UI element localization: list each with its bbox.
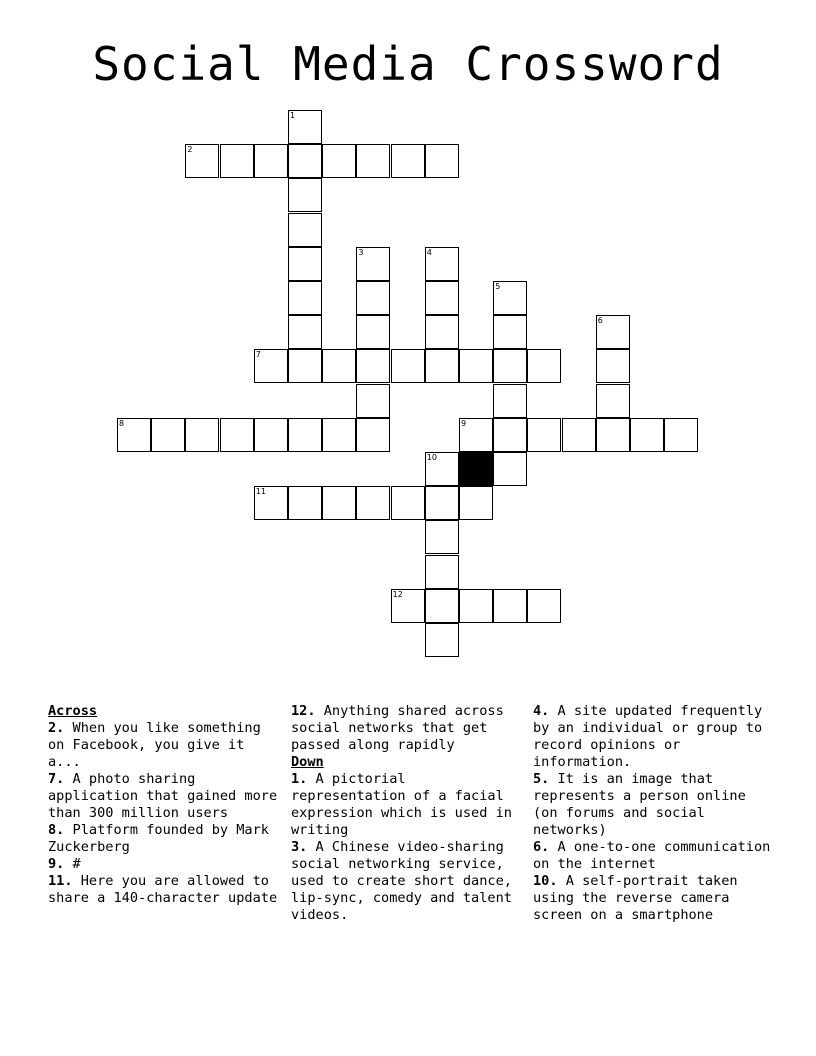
clue-text: Anything shared across social networks that get passed along rapidly [291,703,504,753]
grid-cell[interactable] [425,589,459,623]
grid-cell[interactable] [425,144,459,178]
grid-cell[interactable] [459,349,493,383]
grid-cell[interactable] [493,384,527,418]
grid-cell[interactable] [459,589,493,623]
clue-number-label: 11. [48,873,73,889]
grid-cell[interactable] [391,144,425,178]
grid-cell[interactable] [356,486,390,520]
grid-cell[interactable] [425,520,459,554]
across-clue-list [48,720,280,907]
grid-cell[interactable] [425,349,459,383]
clue-number: 10 [426,453,437,462]
clue-text: # [64,856,81,872]
grid-cell[interactable] [425,486,459,520]
grid-cell[interactable] [288,418,322,452]
grid-cell[interactable] [322,349,356,383]
grid-cell[interactable] [322,418,356,452]
clue-number-label: 8. [48,822,65,838]
clue-item [48,822,280,856]
clue-number-label: 12. [291,703,316,719]
grid-cell[interactable] [493,452,527,486]
clue-number-label: 9. [48,856,65,872]
grid-cell[interactable] [254,349,288,383]
grid-cell[interactable] [596,384,630,418]
clue-number: 12 [392,589,403,599]
grid-cell[interactable] [356,418,390,452]
grid-cell[interactable] [220,144,254,178]
clue-item [533,839,773,873]
grid-cell[interactable] [630,418,664,452]
clue-number-label: 10. [533,873,558,889]
grid-cell[interactable] [356,281,390,315]
grid-cell[interactable] [562,418,596,452]
clue-number-label: 2. [48,720,65,736]
grid-cell[interactable] [425,452,459,486]
grid-cell[interactable] [322,486,356,520]
grid-cell[interactable] [220,418,254,452]
grid-cell[interactable] [459,486,493,520]
grid-cell[interactable] [288,144,322,178]
across-clue-list-continued [291,703,523,754]
grid-cell[interactable] [356,349,390,383]
clue-text: A one-to-one communication on the internet [533,839,771,872]
clue-item [533,771,773,839]
clue-number: 8 [119,418,125,428]
clue-number-label: 1. [291,771,308,787]
grid-cell[interactable] [288,486,322,520]
grid-cell[interactable] [596,418,630,452]
down-heading: Down [291,754,324,770]
grid-cell[interactable] [596,349,630,383]
clue-number: 5 [495,282,501,291]
clue-text: A self-portrait taken using the reverse camera screen on a smartphone [533,873,738,923]
clue-item [48,771,280,822]
clue-number: 3 [358,247,364,257]
grid-cell[interactable] [117,418,151,452]
grid-cell[interactable] [527,349,561,383]
clue-text: A Chinese video-sharing social networking service, used to create short dance, lip-sync, comedy and talent videos. [291,839,512,923]
grid-cell-blocked [459,452,493,486]
grid-cell[interactable] [151,418,185,452]
grid-cell[interactable] [425,623,459,657]
grid-cell[interactable] [288,110,322,144]
clue-text: A pictorial representation of a facial expression which is used in writing [291,771,512,838]
grid-cell[interactable] [527,418,561,452]
grid-cell[interactable] [493,418,527,452]
clue-item [533,703,773,771]
page-title: Social Media Crossword [92,37,724,91]
grid-cell[interactable] [391,349,425,383]
grid-cell[interactable] [391,589,425,623]
clue-item [291,703,523,754]
clue-number: 1 [290,111,296,120]
clue-text: Here you are allowed to share a 140-character update [48,873,278,906]
grid-cell[interactable] [288,349,322,383]
grid-cell[interactable] [425,281,459,315]
clue-text: Platform founded by Mark Zuckerberg [48,822,269,855]
grid-cell[interactable] [288,213,322,247]
clue-item [48,856,280,873]
clues-column-1 [48,703,280,907]
grid-cell[interactable] [356,144,390,178]
grid-cell[interactable] [356,247,390,281]
clue-number: 4 [426,247,432,257]
clue-item [48,720,280,771]
grid-cell[interactable] [425,315,459,349]
grid-cell[interactable] [254,418,288,452]
grid-cell[interactable] [254,144,288,178]
clue-number: 6 [597,316,603,326]
grid-cell[interactable] [596,315,630,349]
grid-cell[interactable] [391,486,425,520]
clue-number: 2 [187,145,193,155]
grid-cell[interactable] [664,418,698,452]
clue-number: 11 [255,487,266,497]
clue-number-label: 5. [533,771,550,787]
clue-item [48,873,280,907]
grid-cell[interactable] [356,315,390,349]
clue-text: A photo sharing application that gained more than 300 million users [48,771,278,821]
clues-column-3 [533,703,773,924]
across-heading: Across [48,703,98,719]
grid-cell[interactable] [322,144,356,178]
clue-number-label: 7. [48,771,65,787]
grid-cell[interactable] [288,178,322,212]
grid-cell[interactable] [493,315,527,349]
down-clue-list-continued [533,703,773,924]
grid-cell[interactable] [288,315,322,349]
grid-cell[interactable] [185,418,219,452]
grid-cell[interactable] [288,247,322,281]
clue-text: When you like something on Facebook, you give it a... [48,720,261,770]
clue-number-label: 6. [533,839,550,855]
clue-number-label: 4. [533,703,550,719]
grid-cell[interactable] [493,281,527,315]
clue-number: 7 [255,350,261,360]
clue-item [291,771,523,839]
grid-cell[interactable] [425,247,459,281]
grid-cell[interactable] [288,281,322,315]
clue-item [533,873,773,924]
grid-cell[interactable] [459,418,493,452]
grid-cell[interactable] [356,384,390,418]
grid-cell[interactable] [254,486,288,520]
clue-number-label: 3. [291,839,308,855]
grid-cell[interactable] [527,589,561,623]
grid-cell[interactable] [185,144,219,178]
clue-item [291,839,523,924]
clues-column-2 [291,703,523,924]
clue-number: 9 [461,418,467,428]
grid-cell[interactable] [493,589,527,623]
clue-text: It is an image that represents a person online (on forums and social networks) [533,771,746,838]
clue-text: A site updated frequently by an individual or group to record opinions or information. [533,703,763,770]
grid-cell[interactable] [425,555,459,589]
grid-cell[interactable] [493,349,527,383]
down-clue-list [291,771,523,924]
